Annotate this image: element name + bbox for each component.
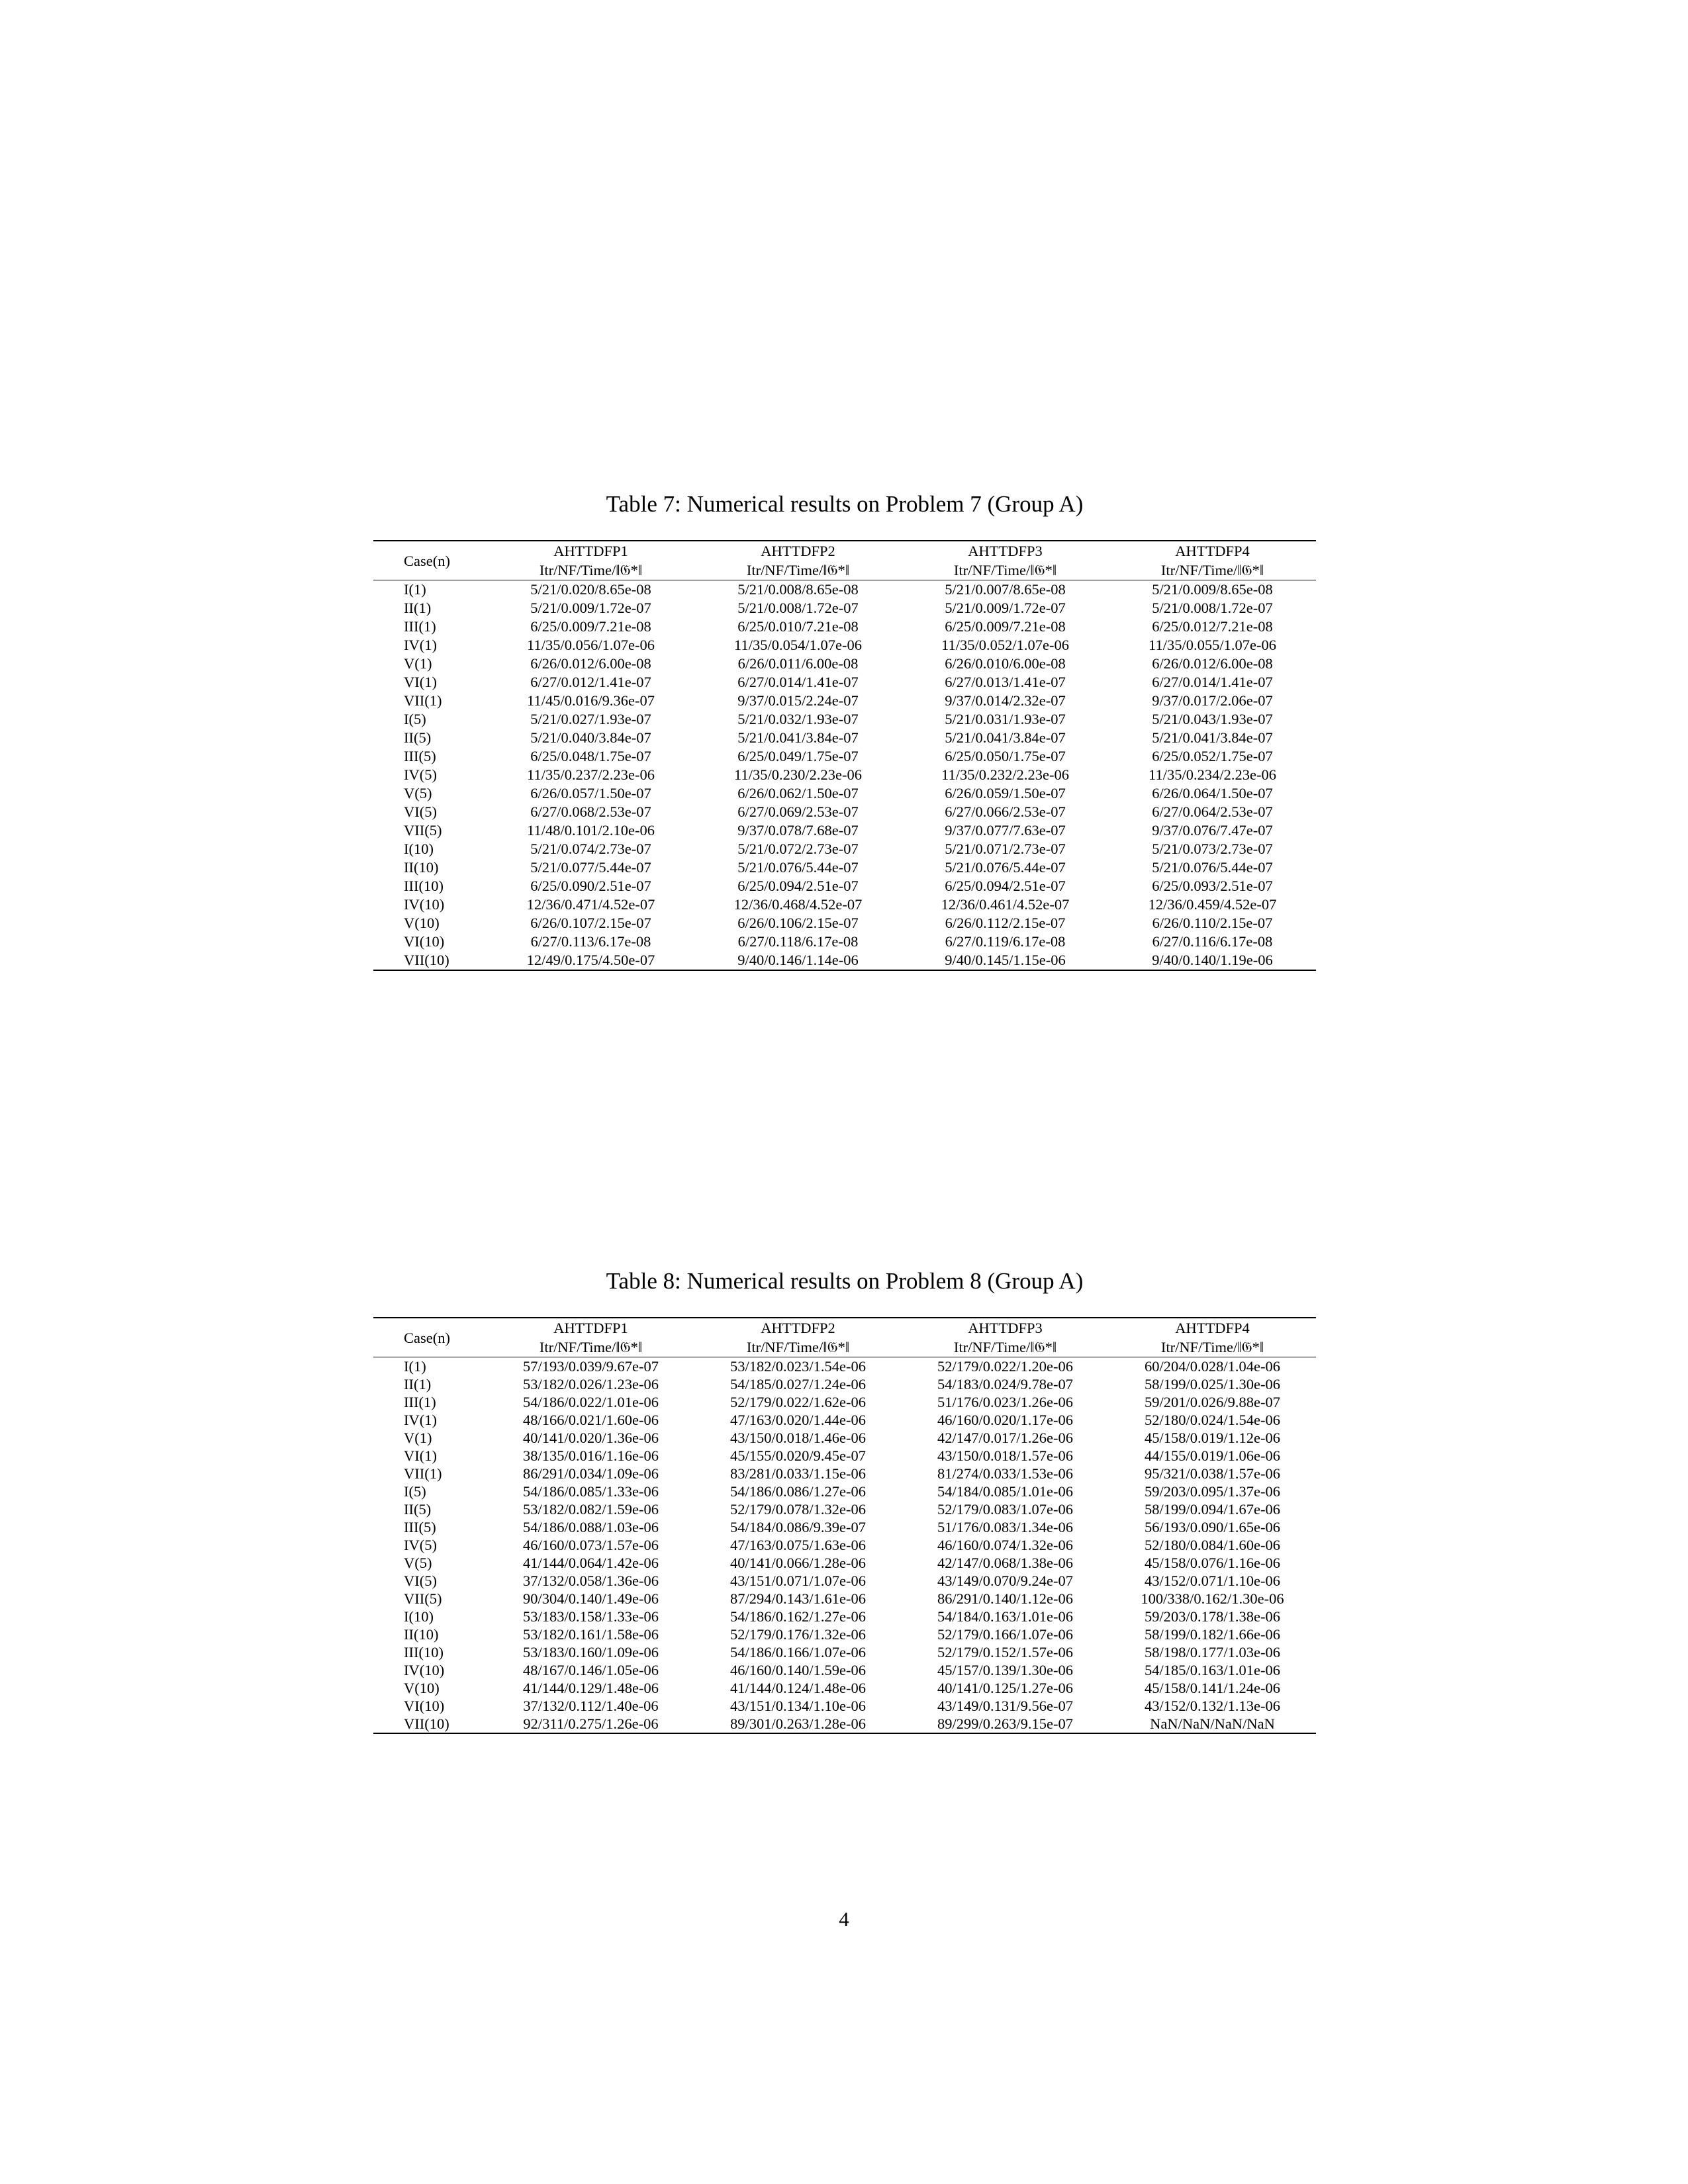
result-cell: 52/180/0.024/1.54e-06 bbox=[1145, 1412, 1280, 1428]
result-cell: 6/27/0.014/1.41e-07 bbox=[1152, 674, 1273, 690]
case-label: VII(10) bbox=[373, 951, 487, 970]
table-row bbox=[373, 655, 1316, 673]
result-cell: 54/186/0.086/1.27e-06 bbox=[730, 1483, 866, 1500]
result-cell: 11/35/0.234/2.23e-06 bbox=[1149, 766, 1276, 783]
result-cell: 54/184/0.085/1.01e-06 bbox=[937, 1483, 1073, 1500]
result-cell: 60/204/0.028/1.04e-06 bbox=[1109, 1357, 1316, 1376]
metric-header: Itr/NF/Time/‖𝔊*‖ bbox=[539, 1339, 643, 1355]
metric-header: Itr/NF/Time/‖𝔊*‖ bbox=[953, 1339, 1057, 1355]
case-label: V(10) bbox=[404, 1680, 440, 1696]
result-cell: 45/157/0.139/1.30e-06 bbox=[937, 1662, 1073, 1678]
table-row bbox=[373, 1357, 1316, 1376]
column-header-ahttdfp4: AHTTDFP4 bbox=[1109, 541, 1316, 561]
result-cell: 58/199/0.025/1.30e-06 bbox=[1145, 1376, 1280, 1392]
result-cell: 100/338/0.162/1.30e-06 bbox=[1141, 1590, 1284, 1607]
result-cell: 57/193/0.039/9.67e-07 bbox=[487, 1357, 694, 1376]
column-header-ahttdfp1: AHTTDFP1 bbox=[487, 1318, 694, 1338]
table-row bbox=[373, 617, 1316, 636]
result-cell: 53/182/0.161/1.58e-06 bbox=[523, 1626, 659, 1643]
case-label: VI(5) bbox=[404, 1572, 437, 1589]
result-cell: 40/141/0.066/1.28e-06 bbox=[730, 1555, 866, 1571]
table-row bbox=[373, 933, 1316, 951]
column-header-ahttdfp2: AHTTDFP2 bbox=[694, 1318, 902, 1338]
case-label: II(5) bbox=[404, 1501, 432, 1518]
metric-header: Itr/NF/Time/‖𝔊*‖ bbox=[1160, 562, 1264, 578]
result-cell: 53/182/0.082/1.59e-06 bbox=[523, 1501, 659, 1518]
result-cell: 59/203/0.095/1.37e-06 bbox=[1145, 1483, 1280, 1500]
result-cell: 45/155/0.020/9.45e-07 bbox=[730, 1447, 866, 1464]
result-cell: 54/186/0.166/1.07e-06 bbox=[730, 1644, 866, 1661]
result-cell: 86/291/0.140/1.12e-06 bbox=[937, 1590, 1073, 1607]
case-label: I(10) bbox=[404, 1608, 434, 1625]
result-cell: 12/36/0.471/4.52e-07 bbox=[526, 896, 655, 913]
result-cell: 40/141/0.125/1.27e-06 bbox=[937, 1680, 1073, 1696]
result-cell: 90/304/0.140/1.49e-06 bbox=[523, 1590, 659, 1607]
result-cell: 5/21/0.008/1.72e-07 bbox=[1152, 600, 1273, 616]
table-row bbox=[373, 858, 1316, 877]
case-label: VI(5) bbox=[404, 803, 437, 820]
result-cell: 53/182/0.026/1.23e-06 bbox=[523, 1376, 659, 1392]
case-label: VII(1) bbox=[404, 1465, 442, 1482]
result-cell: 59/201/0.026/9.88e-07 bbox=[1145, 1394, 1280, 1410]
table-row bbox=[373, 1465, 1316, 1482]
case-label: VI(10) bbox=[404, 1698, 445, 1714]
result-cell: 46/160/0.074/1.32e-06 bbox=[937, 1537, 1073, 1553]
result-cell: 5/21/0.076/5.44e-07 bbox=[737, 859, 859, 876]
result-cell: 52/179/0.022/1.20e-06 bbox=[902, 1357, 1109, 1376]
result-cell: 9/37/0.014/2.32e-07 bbox=[945, 692, 1066, 709]
table-row bbox=[373, 1375, 1316, 1393]
case-label: I(1) bbox=[373, 580, 487, 600]
case-label: I(5) bbox=[404, 1483, 426, 1500]
case-label: I(1) bbox=[373, 1357, 487, 1376]
result-cell: 43/152/0.071/1.10e-06 bbox=[1145, 1572, 1280, 1589]
result-cell: 45/158/0.141/1.24e-06 bbox=[1145, 1680, 1280, 1696]
case-label: II(10) bbox=[404, 859, 439, 876]
result-cell: 41/144/0.124/1.48e-06 bbox=[730, 1680, 866, 1696]
table-row bbox=[373, 747, 1316, 766]
case-label: III(10) bbox=[404, 1644, 444, 1661]
result-cell: 6/26/0.062/1.50e-07 bbox=[737, 785, 859, 801]
table-7-caption: Table 7: Numerical results on Problem 7 (Group A) bbox=[606, 491, 1084, 517]
result-cell: 86/291/0.034/1.09e-06 bbox=[523, 1465, 659, 1482]
result-cell: 6/26/0.112/2.15e-07 bbox=[945, 915, 1066, 931]
table-row bbox=[373, 840, 1316, 858]
column-header-ahttdfp3: AHTTDFP3 bbox=[902, 541, 1109, 561]
case-label: III(5) bbox=[404, 748, 436, 764]
result-cell: 11/35/0.054/1.07e-06 bbox=[734, 637, 862, 653]
result-cell: 9/37/0.077/7.63e-07 bbox=[945, 822, 1066, 839]
table-row bbox=[373, 673, 1316, 692]
column-header-ahttdfp1: AHTTDFP1 bbox=[487, 541, 694, 561]
result-cell: 5/21/0.032/1.93e-07 bbox=[737, 711, 859, 727]
metric-header: Itr/NF/Time/‖𝔊*‖ bbox=[539, 562, 643, 578]
column-header-ahttdfp4: AHTTDFP4 bbox=[1109, 1318, 1316, 1338]
result-cell: 5/21/0.073/2.73e-07 bbox=[1152, 841, 1273, 857]
result-cell: 6/27/0.069/2.53e-07 bbox=[737, 803, 859, 820]
result-cell: 5/21/0.031/1.93e-07 bbox=[945, 711, 1066, 727]
results-table-7 bbox=[373, 540, 1316, 971]
result-cell: 6/26/0.110/2.15e-07 bbox=[1152, 915, 1273, 931]
result-cell: 53/183/0.160/1.09e-06 bbox=[523, 1644, 659, 1661]
result-cell: 52/179/0.176/1.32e-06 bbox=[730, 1626, 866, 1643]
result-cell: 12/36/0.459/4.52e-07 bbox=[1148, 896, 1277, 913]
result-cell: 83/281/0.033/1.15e-06 bbox=[730, 1465, 866, 1482]
result-cell: 11/35/0.232/2.23e-06 bbox=[941, 766, 1069, 783]
table-row bbox=[373, 821, 1316, 840]
result-cell: 46/160/0.073/1.57e-06 bbox=[523, 1537, 659, 1553]
result-cell: 52/179/0.022/1.62e-06 bbox=[730, 1394, 866, 1410]
result-cell: 5/21/0.071/2.73e-07 bbox=[945, 841, 1066, 857]
table-row bbox=[373, 1411, 1316, 1429]
case-label: V(1) bbox=[404, 1430, 432, 1446]
result-cell: 5/21/0.074/2.73e-07 bbox=[530, 841, 651, 857]
result-cell: 81/274/0.033/1.53e-06 bbox=[937, 1465, 1073, 1482]
table-7-section bbox=[373, 490, 1316, 971]
result-cell: 87/294/0.143/1.61e-06 bbox=[730, 1590, 866, 1607]
result-cell: 54/186/0.022/1.01e-06 bbox=[523, 1394, 659, 1410]
case-label: VI(1) bbox=[404, 1447, 437, 1464]
result-cell: 6/26/0.064/1.50e-07 bbox=[1152, 785, 1273, 801]
result-cell: 6/26/0.107/2.15e-07 bbox=[530, 915, 651, 931]
result-cell: 6/25/0.093/2.51e-07 bbox=[1152, 878, 1273, 894]
table-row bbox=[373, 692, 1316, 710]
case-label: V(5) bbox=[404, 785, 432, 801]
result-cell: 5/21/0.008/8.65e-08 bbox=[694, 580, 902, 600]
result-cell: 51/176/0.023/1.26e-06 bbox=[937, 1394, 1073, 1410]
result-cell: 95/321/0.038/1.57e-06 bbox=[1145, 1465, 1280, 1482]
result-cell: 6/26/0.011/6.00e-08 bbox=[737, 655, 859, 672]
result-cell: 12/36/0.461/4.52e-07 bbox=[941, 896, 1070, 913]
table-row bbox=[373, 914, 1316, 933]
table-row bbox=[373, 1643, 1316, 1661]
result-cell: 59/203/0.178/1.38e-06 bbox=[1145, 1608, 1280, 1625]
table-row bbox=[373, 784, 1316, 803]
result-cell: 43/149/0.070/9.24e-07 bbox=[937, 1572, 1073, 1589]
result-cell: 5/21/0.043/1.93e-07 bbox=[1152, 711, 1273, 727]
case-label: I(10) bbox=[404, 841, 434, 857]
result-cell: 54/186/0.162/1.27e-06 bbox=[730, 1608, 866, 1625]
result-cell: 11/35/0.055/1.07e-06 bbox=[1149, 637, 1276, 653]
result-cell: 9/40/0.140/1.19e-06 bbox=[1109, 951, 1316, 970]
page-number: 4 bbox=[839, 1907, 849, 1931]
result-cell: 6/25/0.012/7.21e-08 bbox=[1152, 618, 1273, 635]
result-cell: 51/176/0.083/1.34e-06 bbox=[937, 1519, 1073, 1535]
result-cell: 42/147/0.068/1.38e-06 bbox=[937, 1555, 1073, 1571]
table-row bbox=[373, 1518, 1316, 1536]
result-cell: 6/27/0.113/6.17e-08 bbox=[530, 933, 651, 950]
table-8-section bbox=[373, 1267, 1316, 1734]
result-cell: 54/186/0.085/1.33e-06 bbox=[523, 1483, 659, 1500]
case-label: II(10) bbox=[404, 1626, 439, 1643]
result-cell: 5/21/0.020/8.65e-08 bbox=[487, 580, 694, 600]
table-row bbox=[373, 1590, 1316, 1608]
table-row bbox=[373, 1625, 1316, 1643]
metric-header: Itr/NF/Time/‖𝔊*‖ bbox=[953, 562, 1057, 578]
case-label: VII(10) bbox=[373, 1715, 487, 1733]
result-cell: 41/144/0.064/1.42e-06 bbox=[523, 1555, 659, 1571]
result-cell: 6/27/0.116/6.17e-08 bbox=[1152, 933, 1273, 950]
result-cell: 6/27/0.066/2.53e-07 bbox=[945, 803, 1066, 820]
result-cell: 5/21/0.027/1.93e-07 bbox=[530, 711, 651, 727]
result-cell: 5/21/0.041/3.84e-07 bbox=[945, 729, 1066, 746]
result-cell: 9/37/0.015/2.24e-07 bbox=[737, 692, 859, 709]
case-label: III(5) bbox=[404, 1519, 436, 1535]
result-cell: 6/25/0.090/2.51e-07 bbox=[530, 878, 651, 894]
table-8-body bbox=[373, 1357, 1316, 1734]
result-cell: 43/151/0.071/1.07e-06 bbox=[730, 1572, 866, 1589]
case-label: IV(1) bbox=[404, 637, 437, 653]
result-cell: 6/26/0.012/6.00e-08 bbox=[1152, 655, 1273, 672]
table-row bbox=[373, 877, 1316, 895]
result-cell: 53/182/0.023/1.54e-06 bbox=[694, 1357, 902, 1376]
result-cell: 5/21/0.072/2.73e-07 bbox=[737, 841, 859, 857]
result-cell: 9/40/0.145/1.15e-06 bbox=[902, 951, 1109, 970]
metric-header: Itr/NF/Time/‖𝔊*‖ bbox=[1160, 1339, 1264, 1355]
result-cell: 38/135/0.016/1.16e-06 bbox=[523, 1447, 659, 1464]
result-cell: 11/35/0.230/2.23e-06 bbox=[734, 766, 862, 783]
table-row bbox=[373, 1715, 1316, 1733]
result-cell: 6/25/0.094/2.51e-07 bbox=[737, 878, 859, 894]
result-cell: 89/299/0.263/9.15e-07 bbox=[902, 1715, 1109, 1733]
result-cell: 58/199/0.182/1.66e-06 bbox=[1145, 1626, 1280, 1643]
table-row bbox=[373, 599, 1316, 617]
case-label: V(10) bbox=[404, 915, 440, 931]
table-row bbox=[373, 951, 1316, 970]
result-cell: 12/36/0.468/4.52e-07 bbox=[733, 896, 863, 913]
result-cell: 54/186/0.088/1.03e-06 bbox=[523, 1519, 659, 1535]
case-label: IV(5) bbox=[404, 766, 437, 783]
result-cell: 43/149/0.131/9.56e-07 bbox=[937, 1698, 1073, 1714]
table-row bbox=[373, 1554, 1316, 1572]
result-cell: 6/27/0.118/6.17e-08 bbox=[737, 933, 859, 950]
result-cell: 52/179/0.083/1.07e-06 bbox=[937, 1501, 1073, 1518]
result-cell: 54/185/0.027/1.24e-06 bbox=[730, 1376, 866, 1392]
result-cell: NaN/NaN/NaN/NaN bbox=[1109, 1715, 1316, 1733]
case-label: VI(10) bbox=[404, 933, 445, 950]
case-label: IV(10) bbox=[404, 896, 445, 913]
result-cell: 5/21/0.009/1.72e-07 bbox=[945, 600, 1066, 616]
case-label: II(1) bbox=[404, 600, 432, 616]
case-label: IV(10) bbox=[404, 1662, 445, 1678]
result-cell: 54/184/0.163/1.01e-06 bbox=[937, 1608, 1073, 1625]
case-label: VI(1) bbox=[404, 674, 437, 690]
result-cell: 11/35/0.056/1.07e-06 bbox=[527, 637, 655, 653]
table-7-body bbox=[373, 580, 1316, 971]
result-cell: 6/27/0.119/6.17e-08 bbox=[945, 933, 1066, 950]
result-cell: 5/21/0.077/5.44e-07 bbox=[530, 859, 651, 876]
result-cell: 46/160/0.140/1.59e-06 bbox=[730, 1662, 866, 1678]
table-8-header bbox=[373, 1318, 1316, 1357]
result-cell: 92/311/0.275/1.26e-06 bbox=[487, 1715, 694, 1733]
result-cell: 37/132/0.112/1.40e-06 bbox=[523, 1698, 659, 1714]
result-cell: 52/179/0.152/1.57e-06 bbox=[937, 1644, 1073, 1661]
case-column-header: Case(n) bbox=[373, 541, 487, 580]
result-cell: 6/26/0.057/1.50e-07 bbox=[530, 785, 651, 801]
result-cell: 43/150/0.018/1.57e-06 bbox=[937, 1447, 1073, 1464]
case-label: I(5) bbox=[404, 711, 426, 727]
table-row bbox=[373, 1393, 1316, 1411]
result-cell: 6/27/0.013/1.41e-07 bbox=[945, 674, 1066, 690]
table-row bbox=[373, 1661, 1316, 1679]
result-cell: 9/37/0.017/2.06e-07 bbox=[1152, 692, 1273, 709]
case-label: IV(1) bbox=[404, 1412, 437, 1428]
result-cell: 48/167/0.146/1.05e-06 bbox=[523, 1662, 659, 1678]
result-cell: 6/26/0.010/6.00e-08 bbox=[945, 655, 1066, 672]
result-cell: 52/179/0.078/1.32e-06 bbox=[730, 1501, 866, 1518]
case-label: VII(5) bbox=[404, 822, 442, 839]
result-cell: 9/37/0.076/7.47e-07 bbox=[1152, 822, 1273, 839]
results-table-8 bbox=[373, 1317, 1316, 1734]
result-cell: 52/179/0.166/1.07e-06 bbox=[937, 1626, 1073, 1643]
result-cell: 6/27/0.012/1.41e-07 bbox=[530, 674, 651, 690]
result-cell: 6/26/0.106/2.15e-07 bbox=[737, 915, 859, 931]
result-cell: 54/185/0.163/1.01e-06 bbox=[1145, 1662, 1280, 1678]
result-cell: 6/25/0.009/7.21e-08 bbox=[945, 618, 1066, 635]
result-cell: 40/141/0.020/1.36e-06 bbox=[523, 1430, 659, 1446]
table-row bbox=[373, 729, 1316, 747]
metric-header: Itr/NF/Time/‖𝔊*‖ bbox=[746, 562, 850, 578]
result-cell: 11/35/0.052/1.07e-06 bbox=[941, 637, 1069, 653]
table-row bbox=[373, 1429, 1316, 1447]
result-cell: 56/193/0.090/1.65e-06 bbox=[1145, 1519, 1280, 1535]
result-cell: 5/21/0.076/5.44e-07 bbox=[1152, 859, 1273, 876]
table-row bbox=[373, 1697, 1316, 1715]
column-header-ahttdfp2: AHTTDFP2 bbox=[694, 541, 902, 561]
table-row bbox=[373, 1608, 1316, 1625]
table-row bbox=[373, 1482, 1316, 1500]
result-cell: 58/199/0.094/1.67e-06 bbox=[1145, 1501, 1280, 1518]
case-label: II(5) bbox=[404, 729, 432, 746]
result-cell: 6/27/0.014/1.41e-07 bbox=[737, 674, 859, 690]
metric-header: Itr/NF/Time/‖𝔊*‖ bbox=[746, 1339, 850, 1355]
result-cell: 89/301/0.263/1.28e-06 bbox=[694, 1715, 902, 1733]
table-row bbox=[373, 580, 1316, 600]
case-label: III(1) bbox=[404, 1394, 436, 1410]
result-cell: 47/163/0.075/1.63e-06 bbox=[730, 1537, 866, 1553]
case-label: VII(5) bbox=[404, 1590, 442, 1607]
result-cell: 41/144/0.129/1.48e-06 bbox=[523, 1680, 659, 1696]
result-cell: 11/35/0.237/2.23e-06 bbox=[527, 766, 655, 783]
table-8-caption: Table 8: Numerical results on Problem 8 (Group A) bbox=[606, 1268, 1084, 1294]
case-label: V(1) bbox=[404, 655, 432, 672]
case-label: II(1) bbox=[404, 1376, 432, 1392]
result-cell: 6/25/0.052/1.75e-07 bbox=[1152, 748, 1273, 764]
result-cell: 6/26/0.012/6.00e-08 bbox=[530, 655, 651, 672]
case-label: III(10) bbox=[404, 878, 444, 894]
result-cell: 43/150/0.018/1.46e-06 bbox=[730, 1430, 866, 1446]
result-cell: 6/26/0.059/1.50e-07 bbox=[945, 785, 1066, 801]
result-cell: 42/147/0.017/1.26e-06 bbox=[937, 1430, 1073, 1446]
table-row bbox=[373, 1500, 1316, 1518]
result-cell: 5/21/0.076/5.44e-07 bbox=[945, 859, 1066, 876]
result-cell: 58/198/0.177/1.03e-06 bbox=[1145, 1644, 1280, 1661]
result-cell: 5/21/0.007/8.65e-08 bbox=[902, 580, 1109, 600]
result-cell: 53/183/0.158/1.33e-06 bbox=[523, 1608, 659, 1625]
table-row bbox=[373, 636, 1316, 655]
result-cell: 37/132/0.058/1.36e-06 bbox=[523, 1572, 659, 1589]
result-cell: 44/155/0.019/1.06e-06 bbox=[1145, 1447, 1280, 1464]
result-cell: 5/21/0.009/1.72e-07 bbox=[530, 600, 651, 616]
result-cell: 45/158/0.019/1.12e-06 bbox=[1145, 1430, 1280, 1446]
result-cell: 54/184/0.086/9.39e-07 bbox=[730, 1519, 866, 1535]
result-cell: 11/45/0.016/9.36e-07 bbox=[527, 692, 655, 709]
table-row bbox=[373, 1679, 1316, 1697]
case-label: V(5) bbox=[404, 1555, 432, 1571]
result-cell: 6/25/0.009/7.21e-08 bbox=[530, 618, 651, 635]
result-cell: 6/27/0.068/2.53e-07 bbox=[530, 803, 651, 820]
result-cell: 12/49/0.175/4.50e-07 bbox=[487, 951, 694, 970]
result-cell: 6/25/0.050/1.75e-07 bbox=[945, 748, 1066, 764]
result-cell: 6/27/0.064/2.53e-07 bbox=[1152, 803, 1273, 820]
result-cell: 6/25/0.048/1.75e-07 bbox=[530, 748, 651, 764]
result-cell: 11/48/0.101/2.10e-06 bbox=[527, 822, 655, 839]
result-cell: 5/21/0.041/3.84e-07 bbox=[737, 729, 859, 746]
table-row bbox=[373, 1536, 1316, 1554]
case-label: IV(5) bbox=[404, 1537, 437, 1553]
table-row bbox=[373, 766, 1316, 784]
result-cell: 5/21/0.040/3.84e-07 bbox=[530, 729, 651, 746]
table-row bbox=[373, 1447, 1316, 1465]
result-cell: 6/25/0.010/7.21e-08 bbox=[737, 618, 859, 635]
result-cell: 48/166/0.021/1.60e-06 bbox=[523, 1412, 659, 1428]
result-cell: 5/21/0.009/8.65e-08 bbox=[1109, 580, 1316, 600]
column-header-ahttdfp3: AHTTDFP3 bbox=[902, 1318, 1109, 1338]
table-row bbox=[373, 710, 1316, 729]
result-cell: 9/40/0.146/1.14e-06 bbox=[694, 951, 902, 970]
table-row bbox=[373, 895, 1316, 914]
result-cell: 47/163/0.020/1.44e-06 bbox=[730, 1412, 866, 1428]
table-7-header bbox=[373, 541, 1316, 580]
case-label: III(1) bbox=[404, 618, 436, 635]
result-cell: 9/37/0.078/7.68e-07 bbox=[737, 822, 859, 839]
result-cell: 46/160/0.020/1.17e-06 bbox=[937, 1412, 1073, 1428]
result-cell: 5/21/0.008/1.72e-07 bbox=[737, 600, 859, 616]
result-cell: 43/152/0.132/1.13e-06 bbox=[1145, 1698, 1280, 1714]
case-label: VII(1) bbox=[404, 692, 442, 709]
result-cell: 52/180/0.084/1.60e-06 bbox=[1145, 1537, 1280, 1553]
result-cell: 5/21/0.041/3.84e-07 bbox=[1152, 729, 1273, 746]
table-row bbox=[373, 803, 1316, 821]
result-cell: 45/158/0.076/1.16e-06 bbox=[1145, 1555, 1280, 1571]
result-cell: 43/151/0.134/1.10e-06 bbox=[730, 1698, 866, 1714]
result-cell: 54/183/0.024/9.78e-07 bbox=[937, 1376, 1073, 1392]
case-column-header: Case(n) bbox=[373, 1318, 487, 1357]
table-row bbox=[373, 1572, 1316, 1590]
result-cell: 6/25/0.094/2.51e-07 bbox=[945, 878, 1066, 894]
result-cell: 6/25/0.049/1.75e-07 bbox=[737, 748, 859, 764]
